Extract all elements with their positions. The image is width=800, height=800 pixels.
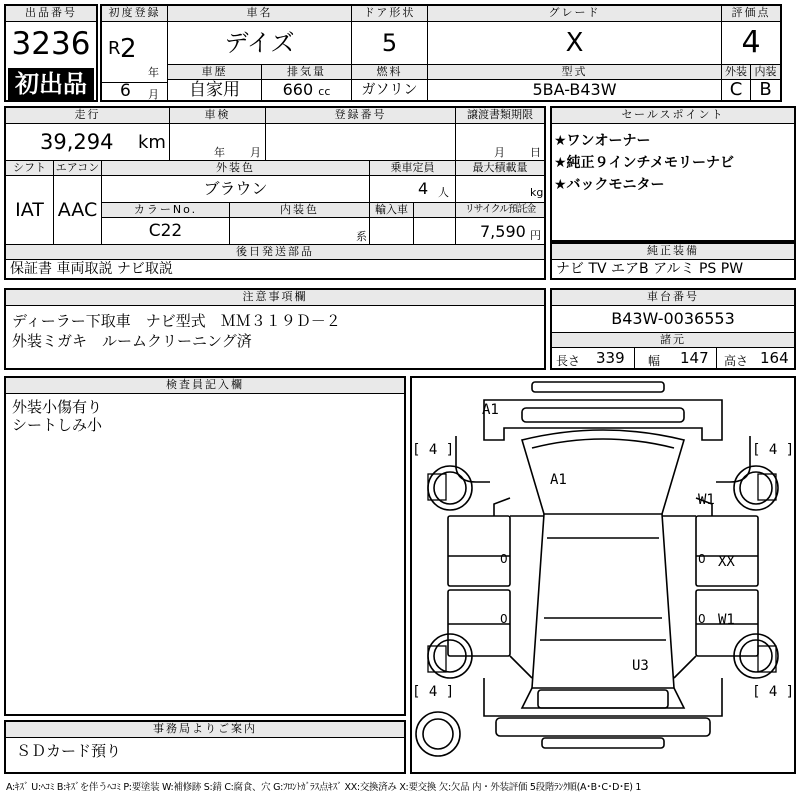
recycle-unit: 円 <box>530 229 541 242</box>
capacity-cell <box>370 176 456 202</box>
displacement-value: 660 <box>282 80 314 99</box>
exterior-color-header: 外装色 <box>102 160 370 176</box>
notes-box <box>4 288 546 370</box>
interior-color-header: 内装色 <box>230 202 370 218</box>
notes-line: ディーラー下取車 ナビ型式 ＭＭ３１９Ｄ－２ <box>12 312 341 330</box>
sales-point-item: ★純正９インチメモリーナビ <box>554 155 734 171</box>
mileage-value: 39,294 <box>40 130 114 154</box>
damage-mark: A1 <box>482 402 499 418</box>
panel-zero: 0 <box>500 552 508 566</box>
import-header-blank <box>414 202 456 218</box>
notes-line: 外装ミガキ ルームクリーニング済 <box>12 332 252 350</box>
capacity-value: 4 <box>418 179 429 198</box>
car-diagram <box>410 376 796 774</box>
color-no-header: カラーNo. <box>102 202 230 218</box>
height-value: 164 <box>760 349 789 367</box>
tire-tread-value: [ 4 ] <box>752 442 795 458</box>
first-reg-header: 初度登録 <box>102 6 168 22</box>
tire-tread-value: [ 4 ] <box>412 684 455 700</box>
lot-box <box>4 4 98 102</box>
door-header: ドア形状 <box>352 6 428 22</box>
later-parts-value: 保証書 車両取説 ナビ取説 <box>10 261 173 277</box>
fuel-value: ガソリン <box>352 80 428 100</box>
chassis-header: 車台番号 <box>552 290 794 306</box>
mileage-header: 走行 <box>6 108 170 124</box>
aircon-value: AAC <box>54 176 102 244</box>
sales-points-header: セールスポイント <box>552 108 794 124</box>
score-header: 評価点 <box>722 6 780 22</box>
exterior-score: C <box>722 80 751 100</box>
first-reg-year-cell <box>102 22 168 82</box>
chassis-box <box>550 288 796 370</box>
capacity-header: 乗車定員 <box>370 160 456 176</box>
max-load-cell <box>456 176 544 202</box>
fuel-header: 燃料 <box>352 64 428 80</box>
color-no-value: C22 <box>102 218 230 244</box>
sales-point-item: ★ワンオーナー <box>554 133 651 149</box>
car-name: デイズ <box>168 22 352 64</box>
car-name-header: 車名 <box>168 6 352 22</box>
transfer-cell <box>456 124 544 160</box>
year-unit: 年 <box>148 66 159 79</box>
sales-point-item: ★バックモニター <box>554 177 665 193</box>
recycle-header: リサイクル預託金 <box>456 202 544 218</box>
header-grid <box>100 4 782 102</box>
era: R <box>108 38 121 59</box>
import-header: 輸入車 <box>370 202 414 218</box>
length-label: 長さ <box>556 354 581 368</box>
office-header: 事務局よりご案内 <box>6 722 404 738</box>
damage-mark: W1 <box>718 612 735 628</box>
tire-tread-value: [ 4 ] <box>412 442 455 458</box>
model-value: 5BA-B43W <box>428 80 722 100</box>
mileage-cell <box>6 124 170 160</box>
damage-mark: U3 <box>632 658 649 674</box>
interior-color-cell <box>230 218 370 244</box>
inspection-cell <box>170 124 266 160</box>
exterior-header: 外装 <box>722 64 751 80</box>
reg-no-value <box>266 124 456 160</box>
import-value-2 <box>414 218 456 244</box>
transfer-day-unit: 日 <box>530 146 541 159</box>
width-label: 幅 <box>648 354 661 368</box>
damage-mark: XX <box>718 554 735 570</box>
car-outline <box>412 378 794 772</box>
inspector-line: シートしみ小 <box>12 416 103 434</box>
aircon-header: エアコン <box>54 160 102 176</box>
door-value: 5 <box>352 22 428 64</box>
inspector-line: 外装小傷有り <box>12 398 103 416</box>
inspection-year-unit: 年 <box>214 146 225 159</box>
recycle-cell <box>456 218 544 244</box>
equipment-value: ナビ TV エアB アルミ PS PW <box>556 261 744 277</box>
model-header: 型式 <box>428 64 722 80</box>
later-parts-header: 後日発送部品 <box>6 244 544 260</box>
score-value: 4 <box>741 25 761 60</box>
reg-year: 2 <box>120 34 137 64</box>
width-value: 147 <box>680 349 709 367</box>
shift-value: IAT <box>6 176 54 244</box>
reg-month: 6 <box>120 82 131 100</box>
inspection-header: 車検 <box>170 108 266 124</box>
inspection-month-unit: 月 <box>250 146 261 159</box>
equipment-header: 純正装備 <box>552 244 794 260</box>
specs-header: 諸元 <box>552 332 794 348</box>
import-value <box>370 218 414 244</box>
vehicle-info-grid <box>4 106 546 280</box>
history-header: 車歴 <box>168 64 262 80</box>
length-value: 339 <box>596 349 625 367</box>
panel-zero: 0 <box>698 552 706 566</box>
tire-tread-value: [ 4 ] <box>752 684 795 700</box>
max-load-unit: kg <box>530 186 544 199</box>
chassis-value: B43W-0036553 <box>611 309 735 328</box>
legend-footer: A:ｷｽﾞ U:ﾍｺﾐ B:ｷｽﾞを伴うﾍｺﾐ P:要塗装 W:補修跡 S:錆 C:腐食、穴 G:ﾌﾛﾝﾄｶﾞﾗｽ点ｷｽﾞ XX:交換済み X:要交換 欠:欠品 内・外装評価 5段階ﾗﾝｸ順(A･B･C･D･E) 1 <box>6 782 642 793</box>
exterior-color-value: ブラウン <box>102 176 370 202</box>
mileage-unit: km <box>138 132 166 153</box>
lot-header: 出品番号 <box>6 6 96 22</box>
displacement-unit: cc <box>318 85 331 98</box>
first-listing-badge: 初出品 <box>8 68 94 100</box>
inspector-header: 検査員記入欄 <box>6 378 404 394</box>
height-label: 高さ <box>724 354 749 368</box>
sales-points-box <box>550 106 796 242</box>
displacement-header: 排気量 <box>262 64 352 80</box>
transfer-header: 譲渡書類期限 <box>456 108 544 124</box>
first-reg-month-cell <box>102 82 168 100</box>
grade-header: グレード <box>428 6 722 22</box>
interior-header: 内装 <box>751 64 780 80</box>
lot-number: 3236 <box>11 26 91 62</box>
panel-zero: 0 <box>500 612 508 626</box>
month-unit: 月 <box>148 88 159 100</box>
notes-header: 注意事項欄 <box>6 290 544 306</box>
recycle-value: 7,590 <box>480 222 526 241</box>
damage-mark: A1 <box>550 472 567 488</box>
displacement-cell <box>262 80 352 100</box>
grade-value: X <box>428 22 722 64</box>
office-value: ＳＤカード預り <box>16 742 122 760</box>
capacity-unit: 人 <box>438 186 449 199</box>
office-box <box>4 720 406 774</box>
history-value: 自家用 <box>168 80 262 100</box>
shift-header: シフト <box>6 160 54 176</box>
transfer-month-unit: 月 <box>494 146 505 159</box>
interior-score: B <box>759 80 772 100</box>
damage-mark: W1 <box>698 492 715 508</box>
interior-color-unit: 系 <box>356 230 367 243</box>
equipment-box <box>550 242 796 280</box>
reg-no-header: 登録番号 <box>266 108 456 124</box>
inspector-box <box>4 376 406 716</box>
max-load-header: 最大積載量 <box>456 160 544 176</box>
panel-zero: 0 <box>698 612 706 626</box>
specs-row <box>552 348 794 368</box>
